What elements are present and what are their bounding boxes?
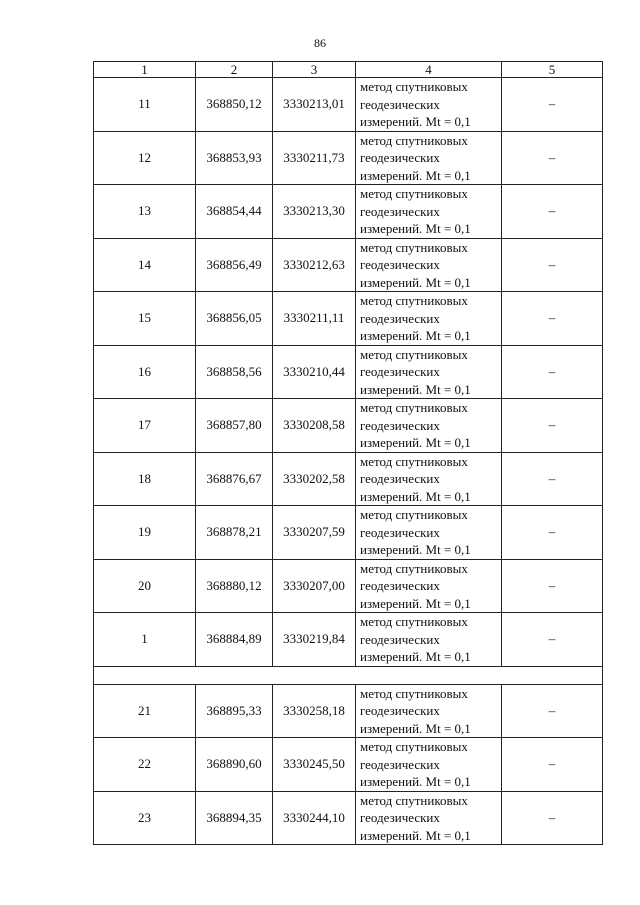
method-line: измерений. Mt = 0,1 xyxy=(360,381,471,397)
y-coordinate-cell: 3330212,63 xyxy=(273,238,356,292)
table-row xyxy=(94,559,603,613)
method-line: метод спутниковых xyxy=(360,685,468,701)
x-coordinate-cell: 368894,35 xyxy=(196,791,273,845)
method-line: геодезических xyxy=(360,417,440,433)
table-row xyxy=(94,506,603,560)
method-line: геодезических xyxy=(360,756,440,772)
note-cell: – xyxy=(502,738,603,792)
table-row xyxy=(94,238,603,292)
method-line: измерений. Mt = 0,1 xyxy=(360,274,471,290)
method-line: метод спутниковых xyxy=(360,400,468,415)
method-line: геодезических xyxy=(360,810,440,825)
table-row xyxy=(94,684,603,738)
table-row xyxy=(94,399,603,453)
point-number-cell: 12 xyxy=(94,131,196,185)
x-coordinate-cell: 368884,89 xyxy=(196,613,273,667)
method-line: метод спутниковых xyxy=(360,614,468,629)
method-line: измерений. Mt = 0,1 xyxy=(360,114,471,129)
method-line: геодезических xyxy=(360,631,440,647)
x-coordinate-cell: 368857,80 xyxy=(196,399,273,453)
method-line: метод спутниковых xyxy=(360,239,468,255)
method-line: измерений. Mt = 0,1 xyxy=(360,720,471,736)
note-cell: – xyxy=(502,452,603,506)
y-coordinate-cell: 3330208,58 xyxy=(273,399,356,453)
method-cell xyxy=(356,559,502,613)
point-number-cell: 16 xyxy=(94,345,196,399)
note-cell: – xyxy=(502,613,603,667)
method-line: геодезических xyxy=(360,257,440,272)
x-coordinate-cell: 368856,05 xyxy=(196,292,273,346)
x-coordinate-cell: 368890,60 xyxy=(196,738,273,792)
method-line: геодезических xyxy=(360,524,440,540)
point-number-cell: 17 xyxy=(94,399,196,453)
y-coordinate-cell: 3330244,10 xyxy=(273,791,356,845)
header-col-1: 1 xyxy=(94,62,196,78)
x-coordinate-cell: 368895,33 xyxy=(196,684,273,738)
table-row xyxy=(94,292,603,346)
method-line: измерений. Mt = 0,1 xyxy=(360,488,471,504)
method-line: измерений. Mt = 0,1 xyxy=(360,328,471,343)
table-row xyxy=(94,452,603,506)
y-coordinate-cell: 3330219,84 xyxy=(273,613,356,667)
method-cell xyxy=(356,345,502,399)
point-number-cell: 1 xyxy=(94,613,196,667)
point-number-cell: 22 xyxy=(94,738,196,792)
method-line: геодезических xyxy=(360,203,440,219)
method-line: геодезических xyxy=(360,578,440,593)
point-number-cell: 14 xyxy=(94,238,196,292)
point-number-cell: 18 xyxy=(94,452,196,506)
header-col-2: 2 xyxy=(196,62,273,78)
point-number-cell: 21 xyxy=(94,684,196,738)
header-col-4: 4 xyxy=(356,62,502,78)
method-line: метод спутниковых xyxy=(360,293,468,308)
x-coordinate-cell: 368856,49 xyxy=(196,238,273,292)
method-line: метод спутниковых xyxy=(360,186,468,201)
method-cell xyxy=(356,185,502,239)
method-cell xyxy=(356,613,502,667)
header-col-3: 3 xyxy=(273,62,356,78)
separator-cell xyxy=(94,666,603,684)
method-cell xyxy=(356,292,502,346)
page-number: 86 xyxy=(314,36,326,50)
note-cell: – xyxy=(502,684,603,738)
method-line: геодезических xyxy=(360,96,440,112)
method-cell xyxy=(356,452,502,506)
y-coordinate-cell: 3330245,50 xyxy=(273,738,356,792)
table-row xyxy=(94,613,603,667)
point-number-cell: 19 xyxy=(94,506,196,560)
method-line: измерений. Mt = 0,1 xyxy=(360,827,471,843)
method-line: измерений. Mt = 0,1 xyxy=(360,435,471,450)
y-coordinate-cell: 3330207,00 xyxy=(273,559,356,613)
table-row xyxy=(94,791,603,845)
table-row xyxy=(94,345,603,399)
x-coordinate-cell: 368878,21 xyxy=(196,506,273,560)
point-number-cell: 20 xyxy=(94,559,196,613)
header-col-5: 5 xyxy=(502,62,603,78)
method-cell xyxy=(356,684,502,738)
method-line: измерений. Mt = 0,1 xyxy=(360,774,471,789)
table-row xyxy=(94,738,603,792)
method-line: метод спутниковых xyxy=(360,132,468,148)
method-line: измерений. Mt = 0,1 xyxy=(360,542,471,557)
method-line: метод спутниковых xyxy=(360,346,468,362)
note-cell: – xyxy=(502,185,603,239)
y-coordinate-cell: 3330213,30 xyxy=(273,185,356,239)
point-number-cell: 23 xyxy=(94,791,196,845)
method-line: измерений. Mt = 0,1 xyxy=(360,649,471,664)
point-number-cell: 11 xyxy=(94,78,196,132)
method-line: геодезических xyxy=(360,703,440,718)
note-cell: – xyxy=(502,506,603,560)
y-coordinate-cell: 3330207,59 xyxy=(273,506,356,560)
table-row xyxy=(94,185,603,239)
method-cell xyxy=(356,238,502,292)
table-separator-row xyxy=(94,666,603,684)
x-coordinate-cell: 368854,44 xyxy=(196,185,273,239)
point-number-cell: 15 xyxy=(94,292,196,346)
y-coordinate-cell: 3330213,01 xyxy=(273,78,356,132)
method-line: измерений. Mt = 0,1 xyxy=(360,595,471,611)
x-coordinate-cell: 368853,93 xyxy=(196,131,273,185)
method-cell xyxy=(356,131,502,185)
note-cell: – xyxy=(502,559,603,613)
method-line: метод спутниковых xyxy=(360,739,468,754)
y-coordinate-cell: 3330210,44 xyxy=(273,345,356,399)
method-line: метод спутниковых xyxy=(360,79,468,94)
method-line: метод спутниковых xyxy=(360,792,468,808)
x-coordinate-cell: 368876,67 xyxy=(196,452,273,506)
y-coordinate-cell: 3330258,18 xyxy=(273,684,356,738)
method-line: геодезических xyxy=(360,471,440,486)
method-cell xyxy=(356,78,502,132)
x-coordinate-cell: 368880,12 xyxy=(196,559,273,613)
x-coordinate-cell: 368858,56 xyxy=(196,345,273,399)
point-number-cell: 13 xyxy=(94,185,196,239)
note-cell: – xyxy=(502,131,603,185)
y-coordinate-cell: 3330202,58 xyxy=(273,452,356,506)
method-line: метод спутниковых xyxy=(360,560,468,576)
method-line: геодезических xyxy=(360,150,440,165)
method-cell xyxy=(356,791,502,845)
method-line: метод спутниковых xyxy=(360,453,468,469)
table-row xyxy=(94,131,603,185)
table-header-row xyxy=(94,62,603,78)
y-coordinate-cell: 3330211,11 xyxy=(273,292,356,346)
note-cell: – xyxy=(502,292,603,346)
table-row xyxy=(94,78,603,132)
y-coordinate-cell: 3330211,73 xyxy=(273,131,356,185)
method-line: метод спутниковых xyxy=(360,507,468,522)
note-cell: – xyxy=(502,791,603,845)
method-line: измерений. Mt = 0,1 xyxy=(360,221,471,236)
note-cell: – xyxy=(502,78,603,132)
method-cell xyxy=(356,738,502,792)
note-cell: – xyxy=(502,399,603,453)
coordinates-table xyxy=(93,61,603,845)
note-cell: – xyxy=(502,238,603,292)
method-cell xyxy=(356,506,502,560)
note-cell: – xyxy=(502,345,603,399)
method-cell xyxy=(356,399,502,453)
method-line: измерений. Mt = 0,1 xyxy=(360,167,471,183)
method-line: геодезических xyxy=(360,364,440,379)
table-body xyxy=(94,78,603,845)
method-line: геодезических xyxy=(360,310,440,326)
x-coordinate-cell: 368850,12 xyxy=(196,78,273,132)
